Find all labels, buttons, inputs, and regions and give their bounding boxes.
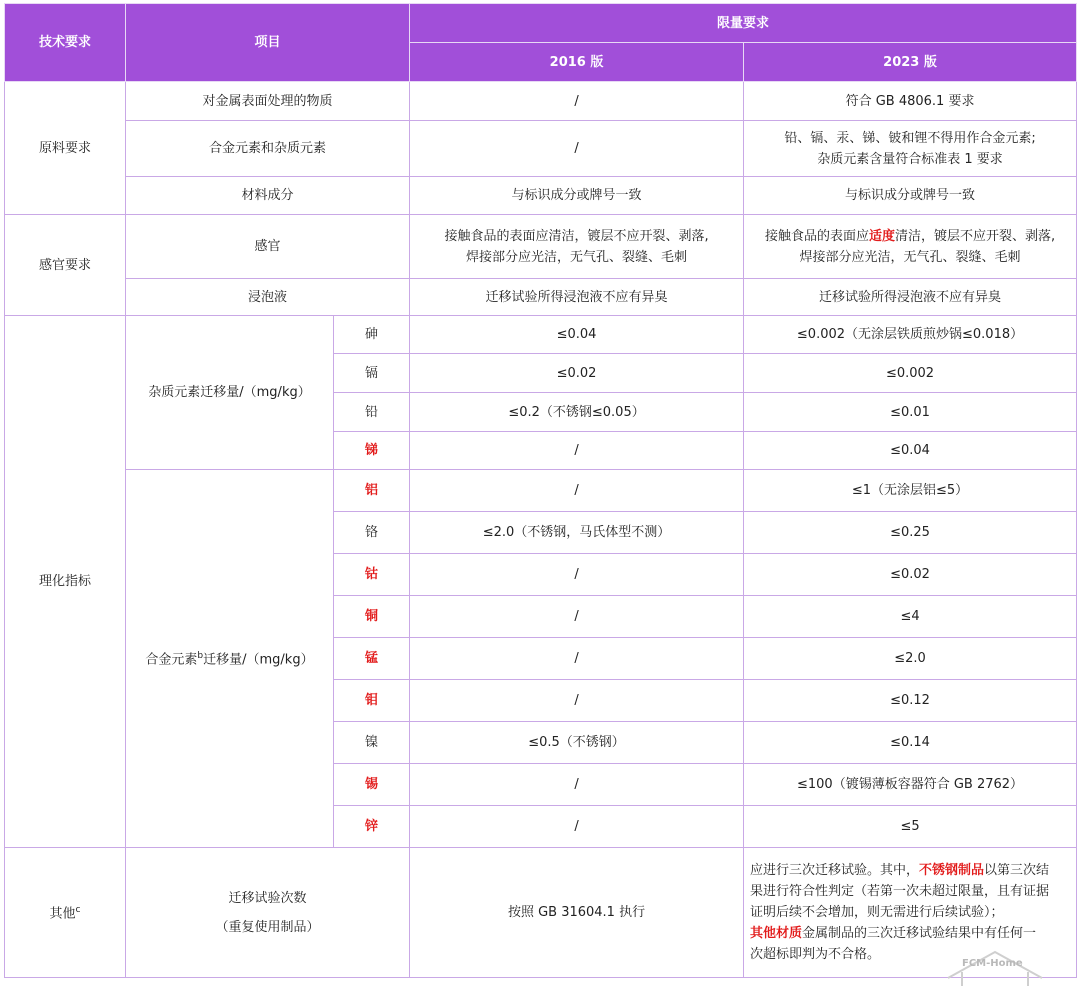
cell-2023: ≤0.02 <box>744 554 1077 596</box>
cell-line: 焊接部分应光洁，无气孔、裂缝、毛刺 <box>799 249 1021 265</box>
cell-2016: / <box>410 121 744 177</box>
cell-2023: ≤0.002 <box>744 354 1077 393</box>
group-other <box>5 848 126 978</box>
cell-2016: ≤0.04 <box>410 316 744 354</box>
cell-line: 焊接部分应光洁，无气孔、裂缝、毛刺 <box>466 249 688 265</box>
element-cell: 镍 <box>334 722 410 764</box>
cell-line: （重复使用制品） <box>215 919 320 935</box>
cell-2016: / <box>410 470 744 512</box>
element-cell-new: 铝 <box>334 470 410 512</box>
element-cell: 铅 <box>334 393 410 432</box>
cell-2016: ≤2.0（不锈钢，马氏体型不测） <box>410 512 744 554</box>
item-sensory: 感官 <box>126 215 410 279</box>
element-cell-new: 锡 <box>334 764 410 806</box>
element-cell: 镉 <box>334 354 410 393</box>
header-tech-req: 技术要求 <box>5 4 126 82</box>
cell-2023 <box>744 215 1077 279</box>
text: 接触食品的表面应 <box>764 228 869 244</box>
cell-2023: ≤0.01 <box>744 393 1077 432</box>
cell-2023: 与标识成分或牌号一致 <box>744 177 1077 215</box>
element-cell: 铬 <box>334 512 410 554</box>
cell-2016: / <box>410 806 744 848</box>
element-cell-new: 铜 <box>334 596 410 638</box>
element-cell-new: 钼 <box>334 680 410 722</box>
header-item: 项目 <box>126 4 410 82</box>
group-raw-material: 原料要求 <box>5 82 126 215</box>
item-alloy-migration <box>126 470 334 848</box>
cell-2016: / <box>410 432 744 470</box>
header-limit: 限量要求 <box>410 4 1077 43</box>
cell-2016: ≤0.02 <box>410 354 744 393</box>
cell-2016 <box>410 215 744 279</box>
cell-2016: 与标识成分或牌号一致 <box>410 177 744 215</box>
cell-2016: 按照 GB 31604.1 执行 <box>410 848 744 978</box>
text: 应进行三次迁移试验。其中， <box>750 863 920 878</box>
cell-2023: ≤0.14 <box>744 722 1077 764</box>
cell-line <box>748 226 1072 247</box>
cell-line <box>750 923 1070 944</box>
element-cell: 砷 <box>334 316 410 354</box>
cell-line: 次超标即判为不合格。 <box>750 947 881 962</box>
cell-2016: / <box>410 596 744 638</box>
footnote-mark: b <box>197 651 204 662</box>
cell-2023: ≤4 <box>744 596 1077 638</box>
watermark-text: FCM-Home <box>962 958 1023 969</box>
item-surface-treatment: 对金属表面处理的物质 <box>126 82 410 121</box>
header-2023: 2023 版 <box>744 43 1077 82</box>
cell-2023: ≤0.04 <box>744 432 1077 470</box>
item-material-composition: 材料成分 <box>126 177 410 215</box>
text: 迁移量/（mg/kg） <box>203 652 314 668</box>
cell-line: 铅、镉、汞、锑、铍和锂不得用作合金元素; <box>784 130 1036 146</box>
cell-2023: 迁移试验所得浸泡液不应有异臭 <box>744 279 1077 316</box>
cell-2023 <box>744 121 1077 177</box>
element-cell-new: 锌 <box>334 806 410 848</box>
element-cell-new: 钴 <box>334 554 410 596</box>
cell-line: 果进行符合性判定（若第一次未超过限量，且有证据 <box>750 884 1050 899</box>
cell-2016: / <box>410 554 744 596</box>
item-impurity-migration: 杂质元素迁移量/（mg/kg） <box>126 316 334 470</box>
highlight-text: 不锈钢制品 <box>919 863 985 878</box>
highlight-text: 其他材质 <box>750 926 803 941</box>
text: 以第三次结 <box>984 863 1050 878</box>
cell-line: 杂质元素含量符合标准表 1 要求 <box>817 151 1003 167</box>
header-2016: 2016 版 <box>410 43 744 82</box>
cell-line: 迁移试验次数 <box>228 890 307 906</box>
text: 合金元素 <box>145 652 198 668</box>
cell-2016: / <box>410 680 744 722</box>
cell-2023: ≤5 <box>744 806 1077 848</box>
cell-line <box>750 860 1070 881</box>
cell-2023: ≤0.12 <box>744 680 1077 722</box>
element-cell-new: 锑 <box>334 432 410 470</box>
cell-2016: / <box>410 638 744 680</box>
cell-2023: ≤0.25 <box>744 512 1077 554</box>
element-cell-new: 锰 <box>334 638 410 680</box>
cell-2023: ≤100（镀锡薄板容器符合 GB 2762） <box>744 764 1077 806</box>
cell-line: 接触食品的表面应清洁，镀层不应开裂、剥落, <box>444 228 709 244</box>
cell-2023: ≤1（无涂层铝≤5） <box>744 470 1077 512</box>
item-alloy-impurity: 合金元素和杂质元素 <box>126 121 410 177</box>
group-physchem: 理化指标 <box>5 316 126 848</box>
cell-2016: ≤0.2（不锈钢≤0.05） <box>410 393 744 432</box>
standards-comparison-table <box>4 3 1077 978</box>
item-migration-count <box>126 848 410 978</box>
cell-2016: / <box>410 82 744 121</box>
cell-2016: / <box>410 764 744 806</box>
highlight-text: 适度 <box>868 228 895 244</box>
text: 金属制品的三次迁移试验结果中有任何一 <box>802 926 1037 941</box>
cell-2023: 符合 GB 4806.1 要求 <box>744 82 1077 121</box>
text: 清洁，镀层不应开裂、剥落, <box>894 228 1056 244</box>
cell-line: 证明后续不会增加，则无需进行后续试验）； <box>750 905 1004 920</box>
cell-2023: ≤2.0 <box>744 638 1077 680</box>
footnote-mark: c <box>75 905 81 916</box>
item-soak-liquid: 浸泡液 <box>126 279 410 316</box>
group-sensory: 感官要求 <box>5 215 126 316</box>
cell-2016: 迁移试验所得浸泡液不应有异臭 <box>410 279 744 316</box>
cell-2023: ≤0.002（无涂层铁质煎炒锅≤0.018） <box>744 316 1077 354</box>
cell-2016: ≤0.5（不锈钢） <box>410 722 744 764</box>
text: 其他 <box>49 906 76 922</box>
